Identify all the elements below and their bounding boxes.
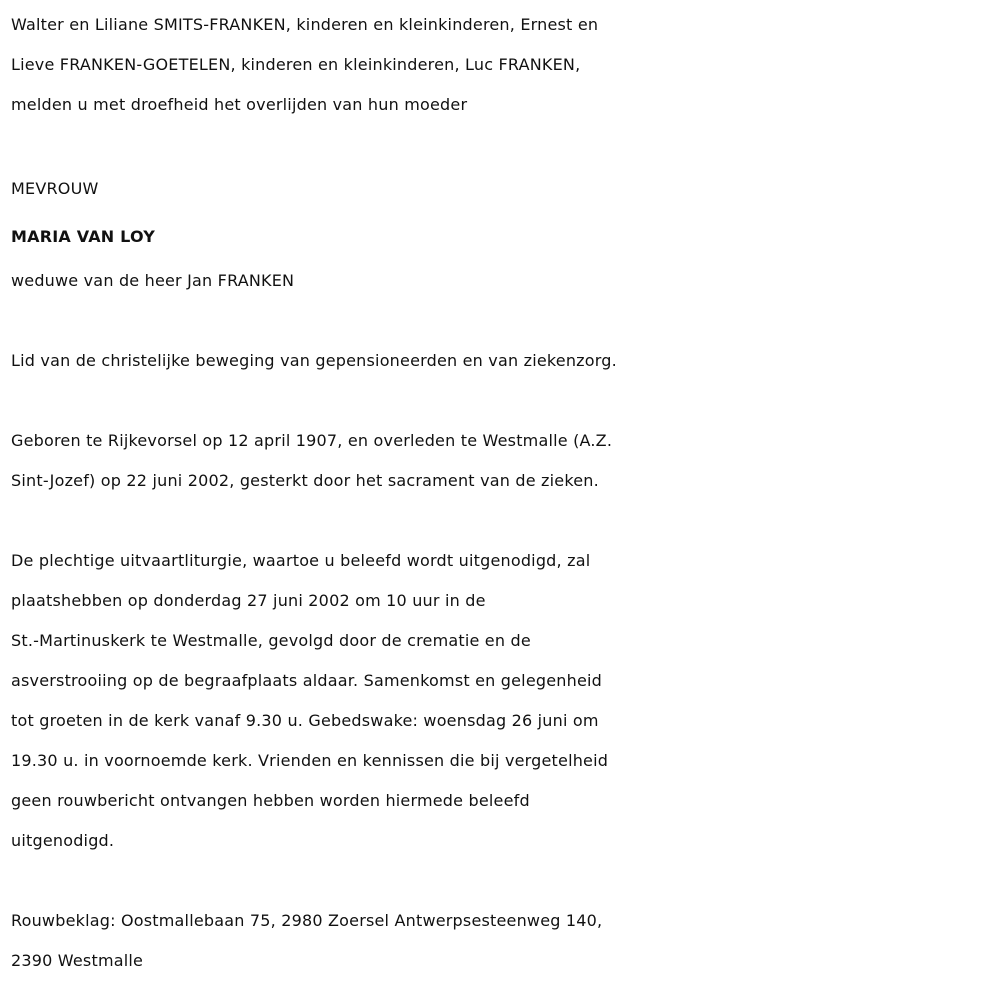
funeral-line: geen rouwbericht ontvangen hebben worden hiermede beleefd (11, 791, 530, 810)
birth-death-paragraph (11, 421, 996, 501)
spacer (11, 125, 996, 165)
honorific-title: MEVROUW (11, 179, 99, 198)
spacer (11, 301, 996, 341)
funeral-line: St.-Martinuskerk te Westmalle, gevolgd door de crematie en de (11, 631, 531, 650)
membership-line: Lid van de christelijke beweging van gepensioneerden en van ziekenzorg. (11, 351, 617, 370)
condolence-line: Rouwbeklag: Oostmallebaan 75, 2980 Zoersel Antwerpsesteenweg 140, (11, 911, 603, 930)
spacer (11, 861, 996, 901)
funeral-line: plaatshebben op donderdag 27 juni 2002 om 10 uur in de (11, 591, 486, 610)
intro-line: melden u met droefheid het overlijden van hun moeder (11, 95, 468, 114)
intro-paragraph (11, 5, 996, 125)
birth-death-line: Geboren te Rijkevorsel op 12 april 1907, en overleden te Westmalle (A.Z. (11, 431, 613, 450)
funeral-line: asverstrooiing op de begraafplaats aldaar. Samenkomst en gelegenheid (11, 671, 602, 690)
funeral-paragraph (11, 541, 996, 861)
spacer (11, 381, 996, 421)
deceased-block (11, 165, 996, 301)
obituary-notice (11, 5, 996, 981)
intro-line: Lieve FRANKEN-GOETELEN, kinderen en kleinkinderen, Luc FRANKEN, (11, 55, 581, 74)
intro-line: Walter en Liliane SMITS-FRANKEN, kinderen en kleinkinderen, Ernest en (11, 15, 599, 34)
funeral-line: 19.30 u. in voornoemde kerk. Vrienden en kennissen die bij vergetelheid (11, 751, 609, 770)
deceased-name: MARIA VAN LOY (11, 227, 156, 246)
condolence-paragraph (11, 901, 996, 981)
funeral-line: De plechtige uitvaartliturgie, waartoe u beleefd wordt uitgenodigd, zal (11, 551, 591, 570)
birth-death-line: Sint-Jozef) op 22 juni 2002, gesterkt door het sacrament van de zieken. (11, 471, 599, 490)
relation-line: weduwe van de heer Jan FRANKEN (11, 271, 295, 290)
funeral-line: uitgenodigd. (11, 831, 115, 850)
funeral-line: tot groeten in de kerk vanaf 9.30 u. Gebedswake: woensdag 26 juni om (11, 711, 599, 730)
spacer (11, 501, 996, 541)
condolence-line: 2390 Westmalle (11, 951, 144, 970)
